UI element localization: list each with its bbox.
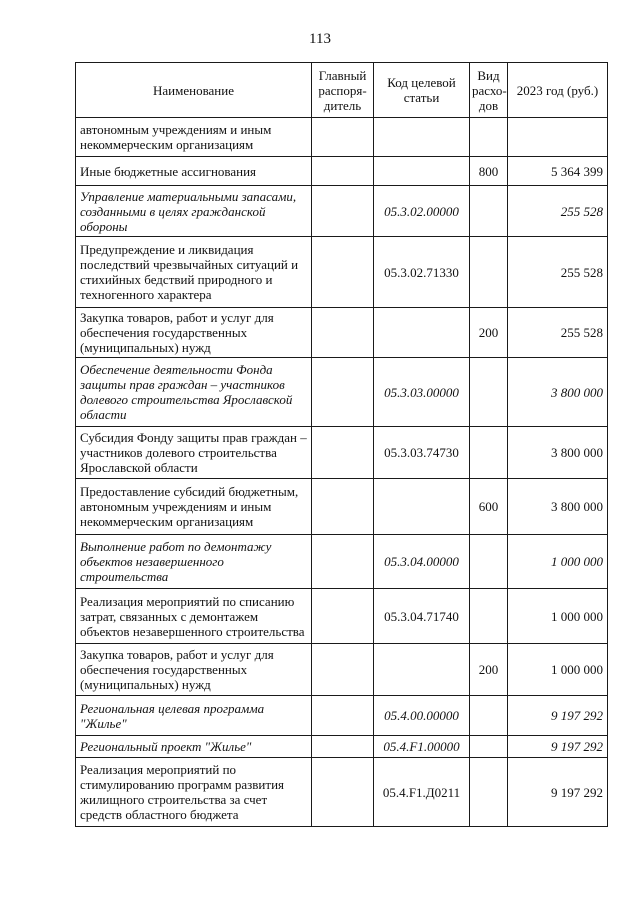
row-expense-type-cell: 200 bbox=[470, 644, 508, 696]
table-row bbox=[76, 758, 608, 827]
row-amount-cell bbox=[508, 118, 608, 157]
row-name-cell: Предоставление субсидий бюджетным, автономным учреждениям и иным некоммерческим организациям bbox=[76, 479, 312, 535]
row-name-cell: Предупреждение и ликвидация последствий чрезвычайных ситуаций и стихийных бедствий природного и техногенного характера bbox=[76, 237, 312, 308]
row-target-code-cell: 05.3.04.71740 bbox=[374, 589, 470, 644]
row-name-cell: Обеспечение деятельности Фонда защиты прав граждан – участников долевого строительства Ярославской области bbox=[76, 358, 312, 427]
table-row bbox=[76, 157, 608, 186]
row-name-cell: Региональная целевая программа "Жилье" bbox=[76, 696, 312, 736]
row-main-manager-cell bbox=[312, 479, 374, 535]
table-header-row bbox=[76, 63, 608, 118]
row-target-code-cell bbox=[374, 308, 470, 358]
row-expense-type-cell bbox=[470, 736, 508, 758]
row-target-code-cell bbox=[374, 644, 470, 696]
row-amount-cell: 5 364 399 bbox=[508, 157, 608, 186]
table-row bbox=[76, 479, 608, 535]
row-target-code-cell: 05.3.02.71330 bbox=[374, 237, 470, 308]
row-target-code-cell bbox=[374, 479, 470, 535]
table-row bbox=[76, 644, 608, 696]
table-row bbox=[76, 736, 608, 758]
row-amount-cell: 3 800 000 bbox=[508, 358, 608, 427]
row-name-cell: Региональный проект "Жилье" bbox=[76, 736, 312, 758]
table-row bbox=[76, 308, 608, 358]
header-main-manager: Главный распоря-дитель bbox=[312, 63, 374, 118]
row-amount-cell: 1 000 000 bbox=[508, 644, 608, 696]
row-name-cell: Управление материальными запасами, созданными в целях гражданской обороны bbox=[76, 186, 312, 237]
row-amount-cell: 9 197 292 bbox=[508, 736, 608, 758]
table-row bbox=[76, 589, 608, 644]
row-target-code-cell: 05.4.00.00000 bbox=[374, 696, 470, 736]
row-main-manager-cell bbox=[312, 696, 374, 736]
row-name-cell: Субсидия Фонду защиты прав граждан – участников долевого строительства Ярославской области bbox=[76, 427, 312, 479]
row-main-manager-cell bbox=[312, 736, 374, 758]
header-name: Наименование bbox=[76, 63, 312, 118]
row-main-manager-cell bbox=[312, 427, 374, 479]
table-row bbox=[76, 237, 608, 308]
row-name-cell: Закупка товаров, работ и услуг для обеспечения государственных (муниципальных) нужд bbox=[76, 308, 312, 358]
row-target-code-cell: 05.4.F1.Д0211 bbox=[374, 758, 470, 827]
row-main-manager-cell bbox=[312, 535, 374, 589]
header-expense-type: Вид расхо-дов bbox=[470, 63, 508, 118]
row-amount-cell: 9 197 292 bbox=[508, 696, 608, 736]
row-amount-cell: 1 000 000 bbox=[508, 589, 608, 644]
table-row bbox=[76, 535, 608, 589]
header-target-code: Код целевой статьи bbox=[374, 63, 470, 118]
row-target-code-cell: 05.3.02.00000 bbox=[374, 186, 470, 237]
row-expense-type-cell bbox=[470, 237, 508, 308]
row-name-cell: Закупка товаров, работ и услуг для обеспечения государственных (муниципальных) нужд bbox=[76, 644, 312, 696]
row-main-manager-cell bbox=[312, 308, 374, 358]
row-name-cell: автономным учреждениям и иным некоммерческим организациям bbox=[76, 118, 312, 157]
row-name-cell: Реализация мероприятий по стимулированию программ развития жилищного строительства за счет средств областного бюджета bbox=[76, 758, 312, 827]
table-row bbox=[76, 358, 608, 427]
table-row bbox=[76, 118, 608, 157]
row-main-manager-cell bbox=[312, 358, 374, 427]
row-target-code-cell bbox=[374, 118, 470, 157]
row-main-manager-cell bbox=[312, 186, 374, 237]
row-target-code-cell bbox=[374, 157, 470, 186]
row-amount-cell: 3 800 000 bbox=[508, 479, 608, 535]
row-amount-cell: 255 528 bbox=[508, 237, 608, 308]
row-expense-type-cell bbox=[470, 758, 508, 827]
row-amount-cell: 255 528 bbox=[508, 308, 608, 358]
row-expense-type-cell bbox=[470, 427, 508, 479]
row-name-cell: Иные бюджетные ассигнования bbox=[76, 157, 312, 186]
row-target-code-cell: 05.3.04.00000 bbox=[374, 535, 470, 589]
row-target-code-cell: 05.4.F1.00000 bbox=[374, 736, 470, 758]
table-body bbox=[76, 118, 608, 827]
row-main-manager-cell bbox=[312, 758, 374, 827]
row-main-manager-cell bbox=[312, 644, 374, 696]
budget-table bbox=[75, 62, 608, 827]
row-amount-cell: 3 800 000 bbox=[508, 427, 608, 479]
row-main-manager-cell bbox=[312, 589, 374, 644]
row-expense-type-cell bbox=[470, 118, 508, 157]
row-expense-type-cell: 200 bbox=[470, 308, 508, 358]
table-row bbox=[76, 186, 608, 237]
row-expense-type-cell bbox=[470, 358, 508, 427]
row-name-cell: Реализация мероприятий по списанию затрат, связанных с демонтажем объектов незавершенного строительства bbox=[76, 589, 312, 644]
row-main-manager-cell bbox=[312, 237, 374, 308]
row-main-manager-cell bbox=[312, 157, 374, 186]
row-amount-cell: 255 528 bbox=[508, 186, 608, 237]
table-row bbox=[76, 427, 608, 479]
row-main-manager-cell bbox=[312, 118, 374, 157]
row-expense-type-cell: 800 bbox=[470, 157, 508, 186]
row-amount-cell: 1 000 000 bbox=[508, 535, 608, 589]
row-expense-type-cell bbox=[470, 589, 508, 644]
row-target-code-cell: 05.3.03.00000 bbox=[374, 358, 470, 427]
table-row bbox=[76, 696, 608, 736]
row-expense-type-cell: 600 bbox=[470, 479, 508, 535]
page-number: 113 bbox=[309, 31, 331, 47]
row-expense-type-cell bbox=[470, 535, 508, 589]
row-target-code-cell: 05.3.03.74730 bbox=[374, 427, 470, 479]
row-amount-cell: 9 197 292 bbox=[508, 758, 608, 827]
row-expense-type-cell bbox=[470, 696, 508, 736]
row-name-cell: Выполнение работ по демонтажу объектов незавершенного строительства bbox=[76, 535, 312, 589]
row-expense-type-cell bbox=[470, 186, 508, 237]
header-year-amount: 2023 год (руб.) bbox=[508, 63, 608, 118]
